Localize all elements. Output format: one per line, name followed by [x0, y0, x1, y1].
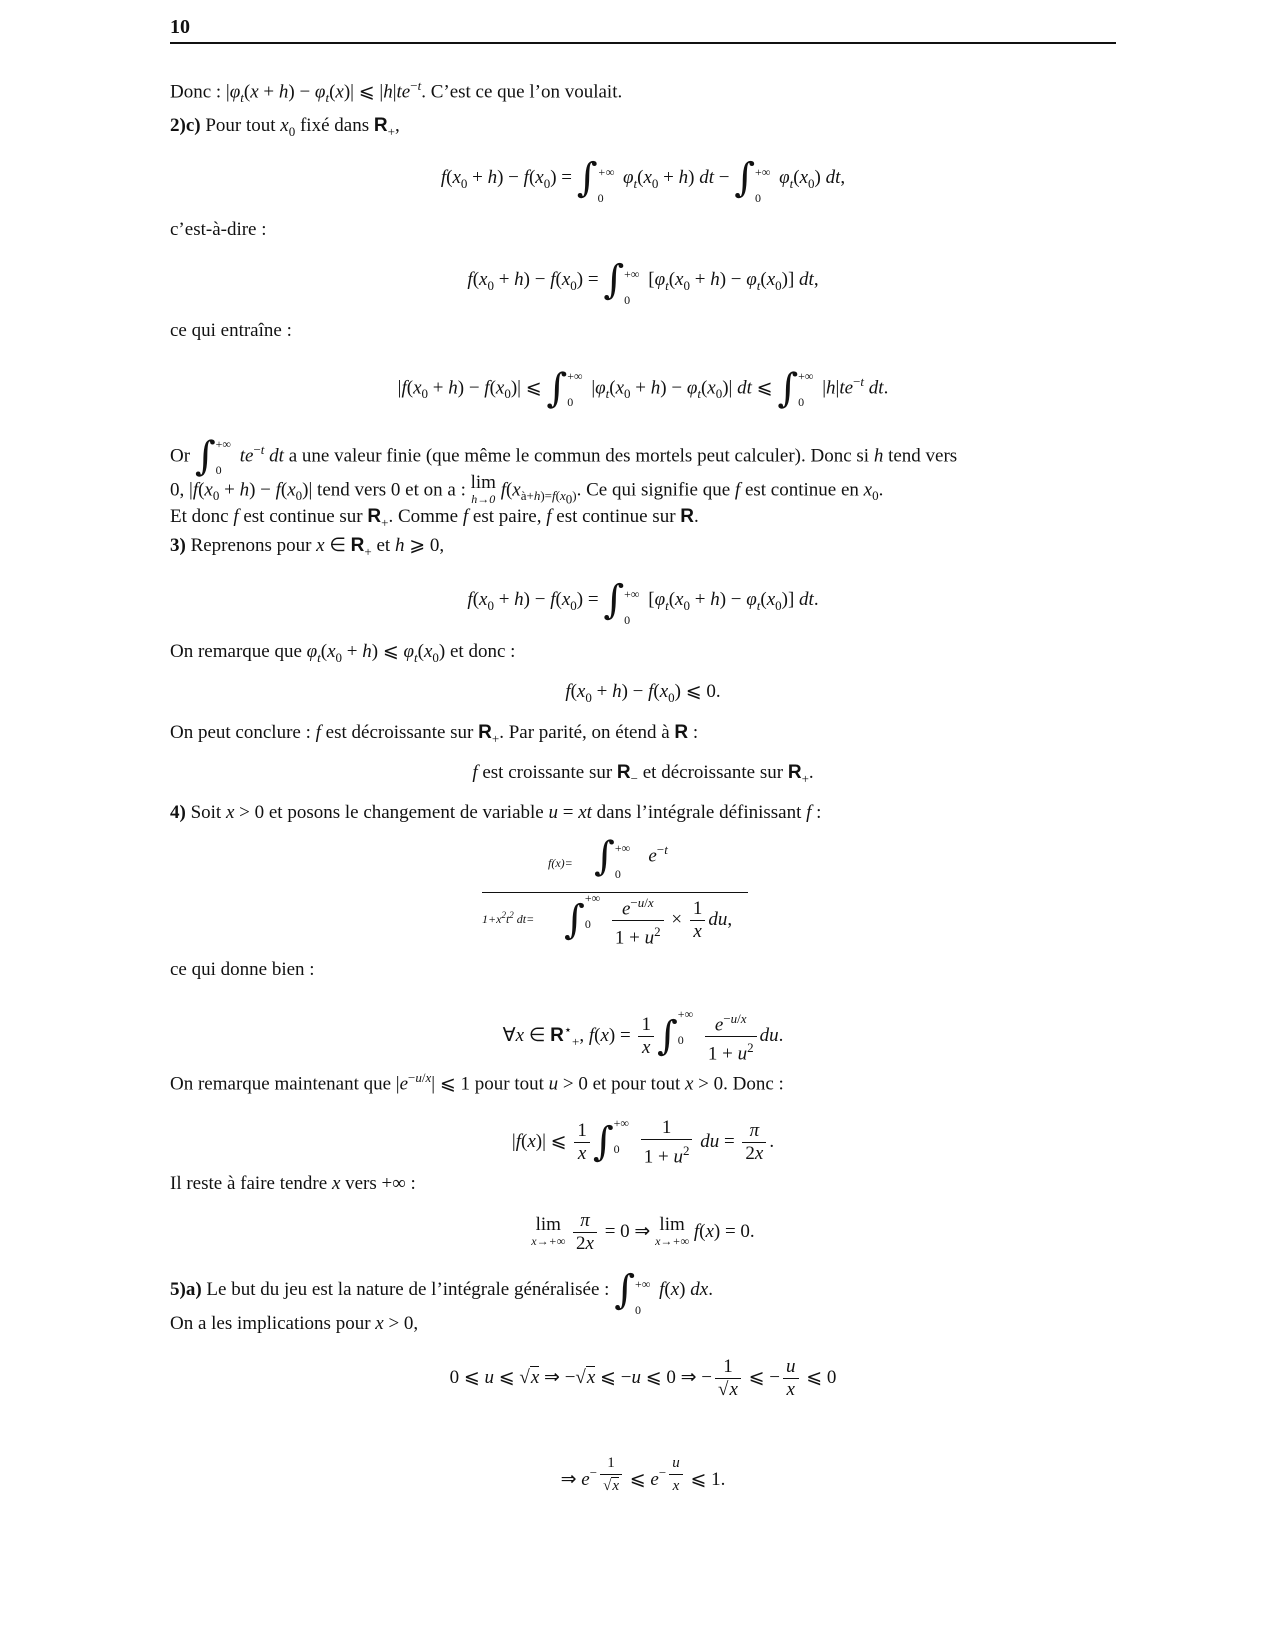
equation-11: 0 ⩽ u ⩽ √x ⇒ −√x ⩽ −u ⩽ 0 ⇒ − $\frac{1}{√x}$ ⩽ − $\frac{u}{x}$ ⩽ 0 — [449, 1356, 837, 1400]
section-label: 2)c) — [170, 115, 201, 136]
equation-4: $f(x_0 + h) - f(x_0)$ = ∫+∞ 0 $[\varphi_t(x_0 + h) - \varphi_t(x_0)]$ dt. — [467, 577, 819, 627]
equation-6: f est croissante sur $R_-$ et décroissante sur $R_+$. — [472, 762, 814, 786]
text-line: Or ∫+∞ 0 $te^{-t}$ dt a une valeur finie (que même le commun des mortels peut calculer). Donc si h tend vers — [170, 433, 958, 480]
equation-3: $|f(x_0 + h) - f(x_0)|$ ⩽ ∫+∞ 0 $|\varphi_t(x_0 + h) - \varphi_t(x_0)|$ dt ⩽ ∫+∞ 0 $|h|te^{-t}$ dt. — [397, 365, 889, 412]
section-label: 3) — [170, 535, 186, 556]
equation-9: |f(x)| ⩽ $\frac{1}{x}$ ∫+∞ 0 $\frac{1}{1 + u^2}$ du = $\frac{\pi}{2x}$ . — [511, 1116, 775, 1168]
section-label: 4) — [170, 802, 186, 823]
section-3-heading: 3) Reprenons pour x ∈ $R_+$ et h ⩾ 0, — [170, 535, 445, 559]
text-line: c’est-à-dire : — [170, 219, 267, 240]
section-4-heading: 4) Soit x > 0 et posons le changement de variable u = xt dans l’intégrale définissant f : — [170, 802, 822, 823]
page-number: 10 — [170, 16, 190, 38]
text-line: ce qui donne bien : — [170, 959, 315, 980]
section-5a-heading: 5)a) Le but du jeu est la nature de l’intégrale généralisée : ∫+∞ 0 f(x) dx. — [170, 1267, 713, 1317]
text-line: ce qui entraîne : — [170, 320, 292, 341]
equation-10: lim x→+∞ $\frac{\pi}{2x}$ = 0 ⇒ lim x→+∞ f(x) = 0. — [531, 1210, 755, 1254]
text-line: On a les implications pour x > 0, — [170, 1313, 419, 1334]
text-line: On remarque que $\varphi_t(x_0 + h)$ ⩽ $\varphi_t(x_0)$ et donc : — [170, 641, 516, 665]
text-line: 0, $|f(x_0 + h) - f(x_0)|$ tend vers 0 et on a : lim h→0 $f(x_{à+h)=f(x_0)}$. Ce qui signifie que f est continue en $x_0$. — [170, 472, 884, 507]
equation-2: $f(x_0 + h) - f(x_0)$ = ∫+∞ 0 $[\varphi_t(x_0 + h) - \varphi_t(x_0)]$ dt, — [467, 257, 819, 307]
text-line: On peut conclure : f est décroissante sur $R_+$. Par parité, on étend à R : — [170, 722, 699, 746]
equation-1: $f(x_0 + h) - f(x_0)$ = ∫+∞ 0 $\varphi_t(x_0 + h)$ dt − ∫+∞ 0 $\varphi_t(x_0)$ dt, — [440, 155, 846, 205]
equation-7: f(x)= ∫+∞ 0 $e^{-t}$ $1+x^2t^2$ dt= ∫+∞ 0 $\frac{e^{-u/x}}{1 + u^2}$ × $\frac{1}{x}$ du, — [482, 840, 748, 950]
section-2c-heading: 2)c) Pour tout $x_0$ fixé dans $R_+$, — [170, 115, 400, 139]
equation-12: ⇒ $e^{- \frac{1}{√x}}$ ⩽ $e^{- \frac{u}{x}}$ ⩽ 1. — [170, 1452, 1116, 1497]
equation-8: ∀x ∈ $R^⋆_+$, f(x) = $\frac{1}{x}$ ∫+∞ 0 $\frac{e^{-u/x}}{1 + u^2}$ du. — [502, 1007, 784, 1065]
page-header — [170, 14, 1116, 44]
text-line: Donc : $|\varphi_t(x + h) - \varphi_t(x)|$ ⩽ $|h|te^{-t}$. C’est ce que l’on voulait. — [170, 78, 623, 106]
text-line: Il reste à faire tendre x vers +∞ : — [170, 1173, 416, 1194]
text-line: On remarque maintenant que $|e^{-u/x}|$ ⩽ 1 pour tout u > 0 et pour tout x > 0. Donc : — [170, 1070, 784, 1095]
equation-5: $f(x_0 + h) - f(x_0)$ ⩽ 0. — [565, 681, 721, 705]
section-label: 5)a) — [170, 1279, 202, 1300]
text-line: Et donc f est continue sur $R_+$. Comme f est paire, f est continue sur R. — [170, 506, 699, 530]
